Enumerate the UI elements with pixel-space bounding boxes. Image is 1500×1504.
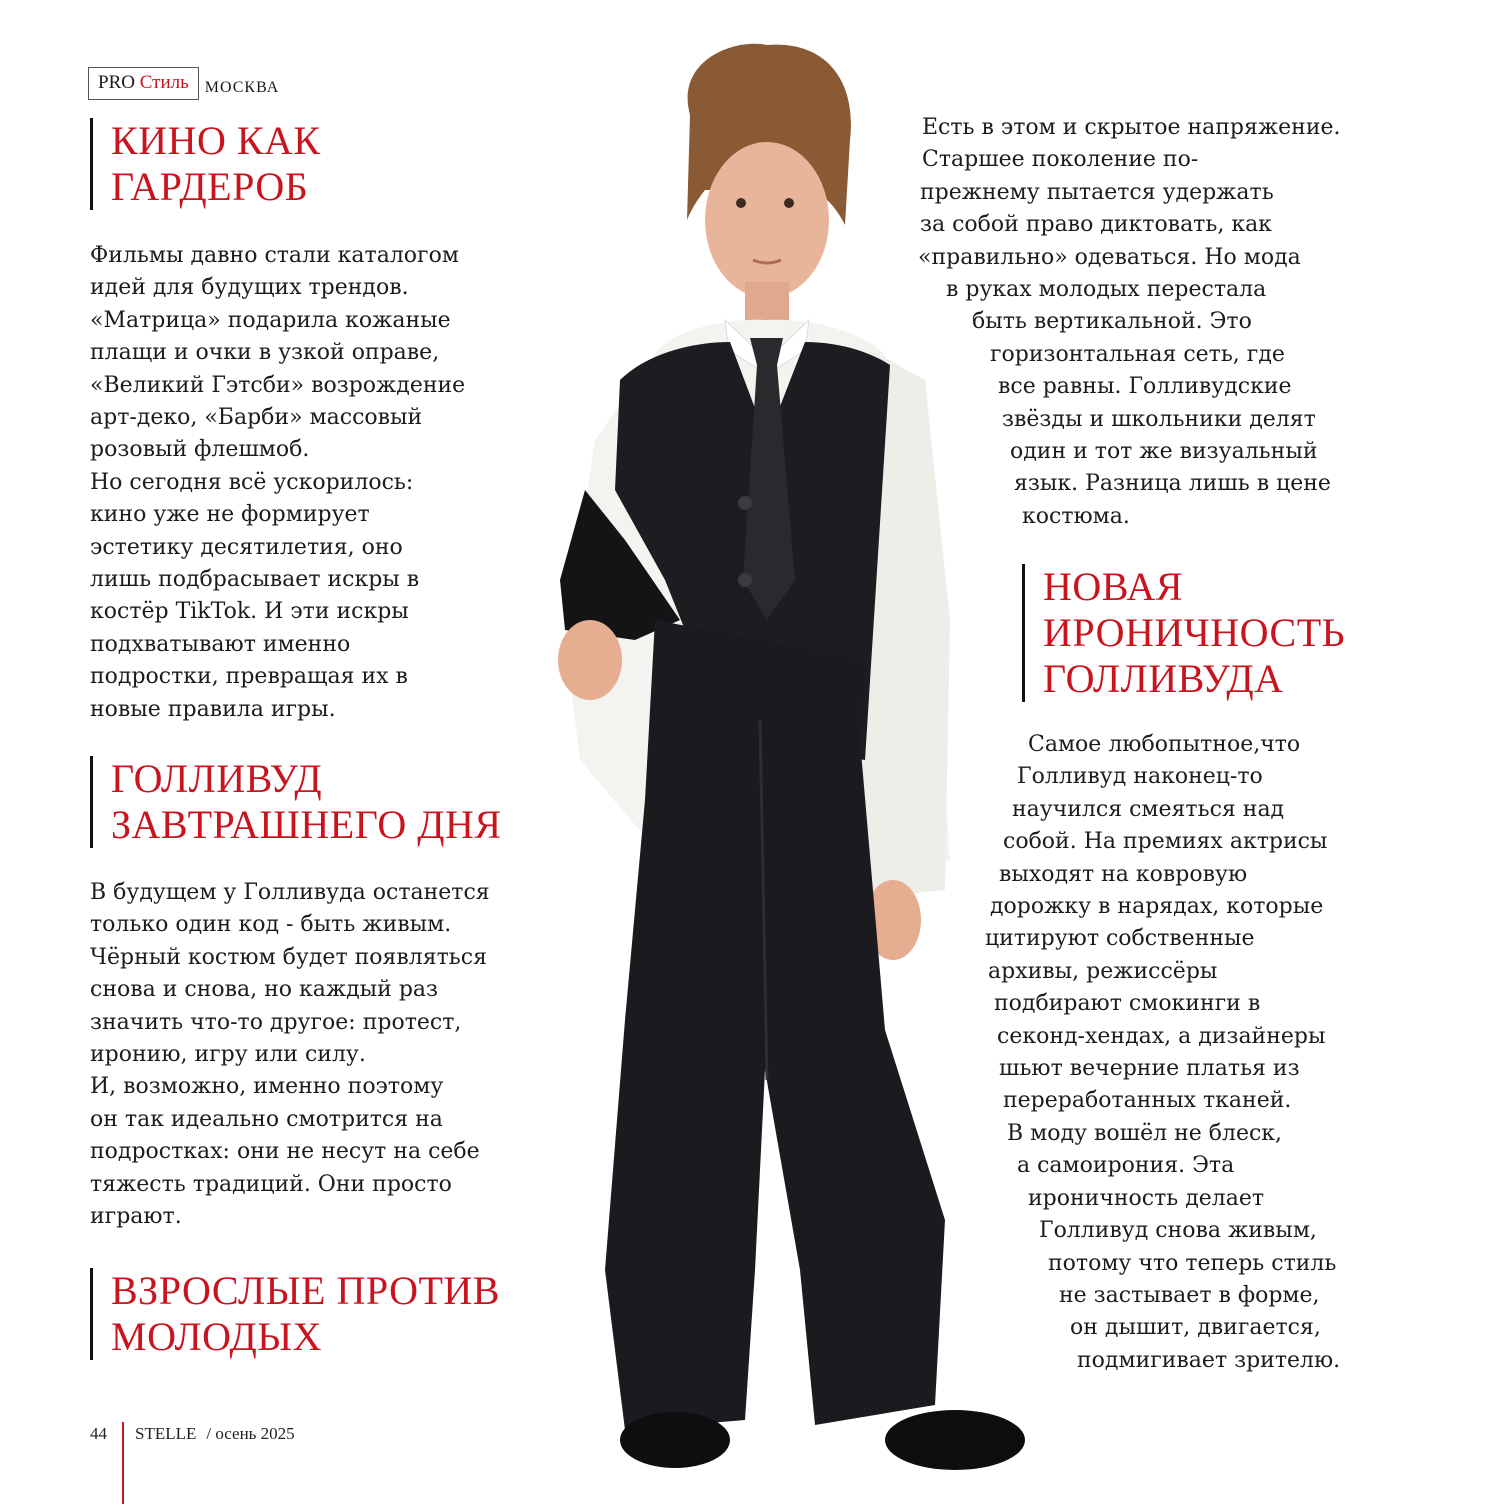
text-line: арт-деко, «Барби» массовый (90, 405, 423, 431)
text-line: лишь подбрасывает искры в (90, 567, 420, 593)
text-line: Но сегодня всё ускорилось: (90, 469, 414, 495)
text-line: Голливуд наконец-то (1017, 764, 1263, 790)
heading-line: МОЛОДЫХ (111, 1314, 323, 1359)
heading-line: ЗАВТРАШНЕГО ДНЯ (111, 802, 502, 847)
text-line: цитируют собственные (985, 926, 1255, 952)
section4-body (985, 729, 1340, 1377)
text-line: шьют вечерние платья из (999, 1056, 1300, 1082)
text-line: Фильмы давно стали каталогом (90, 243, 459, 268)
text-line: Самое любопытное,что (1028, 732, 1301, 757)
text-line: один и тот же визуальный (1010, 439, 1318, 465)
heading-hollywood-tomorrow (90, 756, 502, 848)
text-line: иронию, игру или силу. (90, 1042, 366, 1068)
text-line: значить что-то другое: протест, (90, 1009, 462, 1035)
rubric-style: Стиль (139, 72, 189, 93)
text-line: идей для будущих трендов. (90, 275, 409, 301)
text-line: горизонтальная сеть, где (990, 341, 1285, 367)
text-line: «Великий Гэтсби» возрождение (90, 372, 466, 398)
text-line: Чёрный костюм будет появляться (90, 944, 487, 970)
text-line: подростках: они не несут на себе (90, 1139, 480, 1165)
right-top-body (918, 112, 1341, 533)
text-line: Старшее поколение по- (922, 147, 1199, 173)
rubric-tag (88, 67, 279, 100)
text-line: научился смеяться над (1012, 796, 1285, 822)
rubric-city: МОСКВА (204, 79, 280, 96)
magazine-name: STELLE (135, 1424, 197, 1443)
text-line: играют. (90, 1204, 182, 1230)
heading-line: КИНО КАК (111, 118, 321, 163)
heading-line: ВЗРОСЛЫЕ ПРОТИВ (111, 1268, 500, 1313)
heading-line: ГОЛЛИВУДА (1043, 656, 1284, 701)
heading-line: ИРОНИЧНОСТЬ (1043, 610, 1346, 655)
heading-line: ГАРДЕРОБ (111, 164, 309, 209)
text-line: дорожку в нарядах, которые (990, 894, 1324, 920)
text-line: он так идеально смотрится на (90, 1106, 443, 1132)
text-line: розовый флешмоб. (90, 437, 310, 463)
text-line: выходят на ковровую (999, 861, 1248, 887)
text-line: тяжесть традиций. Они просто (90, 1171, 452, 1197)
rubric-box (88, 67, 199, 100)
text-line: язык. Разница лишь в цене (1014, 471, 1331, 497)
text-line: подмигивает зрителю. (1077, 1347, 1341, 1373)
text-line: В моду вошёл не блеск, (1007, 1120, 1283, 1146)
issue-label: / осень 2025 (206, 1424, 295, 1443)
text-line: все равны. Голливудские (998, 374, 1292, 400)
text-line: Есть в этом и скрытое напряжение. (922, 115, 1341, 140)
text-line: собой. На премиях актрисы (1003, 829, 1328, 855)
text-line: новые правила игры. (90, 696, 336, 722)
text-line: кино уже не формирует (90, 502, 370, 528)
text-line: «правильно» одеваться. Но мода (918, 244, 1301, 270)
rubric-pro: PRO (98, 72, 135, 93)
text-line: а самоирония. Эта (1017, 1153, 1235, 1179)
page-footer (90, 1424, 295, 1444)
text-line: только один код - быть живым. (90, 912, 452, 938)
text-line: костёр TikTok. И эти искры (90, 599, 409, 625)
text-line: эстетику десятилетия, оно (90, 534, 403, 560)
text-line: Голливуд снова живым, (1039, 1218, 1317, 1244)
text-line: он дышит, двигается, (1070, 1315, 1321, 1341)
text-line: В будущем у Голливуда останется (90, 880, 490, 905)
heading-line: ГОЛЛИВУД (111, 756, 323, 801)
text-line: в руках молодых перестала (946, 277, 1267, 303)
text-line: за собой право диктовать, как (920, 212, 1272, 238)
text-line: плащи и очки в узкой оправе, (90, 340, 440, 366)
heading-line: НОВАЯ (1043, 564, 1183, 609)
text-line: ироничность делает (1028, 1185, 1265, 1211)
text-line: подбирают смокинги в (994, 991, 1261, 1017)
heading-cinema-as-wardrobe (90, 118, 321, 210)
text-line: «Матрица» подарила кожаные (90, 307, 451, 333)
text-line: секонд-хендах, а дизайнеры (997, 1023, 1326, 1049)
text-line: снова и снова, но каждый раз (90, 977, 439, 1003)
text-line: не застывает в форме, (1059, 1282, 1320, 1308)
text-line: костюма. (1022, 503, 1130, 529)
page-number: 44 (90, 1424, 107, 1443)
text-line: архивы, режиссёры (988, 958, 1218, 984)
text-line: прежнему пытается удержать (920, 179, 1274, 205)
heading-new-irony-hollywood (1022, 564, 1345, 702)
text-line: потому что теперь стиль (1048, 1250, 1337, 1276)
text-line: переработанных тканей. (1003, 1088, 1292, 1114)
footer-divider (122, 1422, 124, 1504)
text-line: подхватывают именно (90, 631, 351, 657)
text-line: быть вертикальной. Это (972, 309, 1252, 335)
heading-adults-vs-young (90, 1268, 500, 1360)
text-line: звёзды и школьники делят (1002, 406, 1316, 432)
text-line: подростки, превращая их в (90, 664, 408, 690)
section2-body (90, 877, 490, 1233)
text-line: И, возможно, именно поэтому (90, 1074, 444, 1100)
section1-body (90, 240, 465, 726)
